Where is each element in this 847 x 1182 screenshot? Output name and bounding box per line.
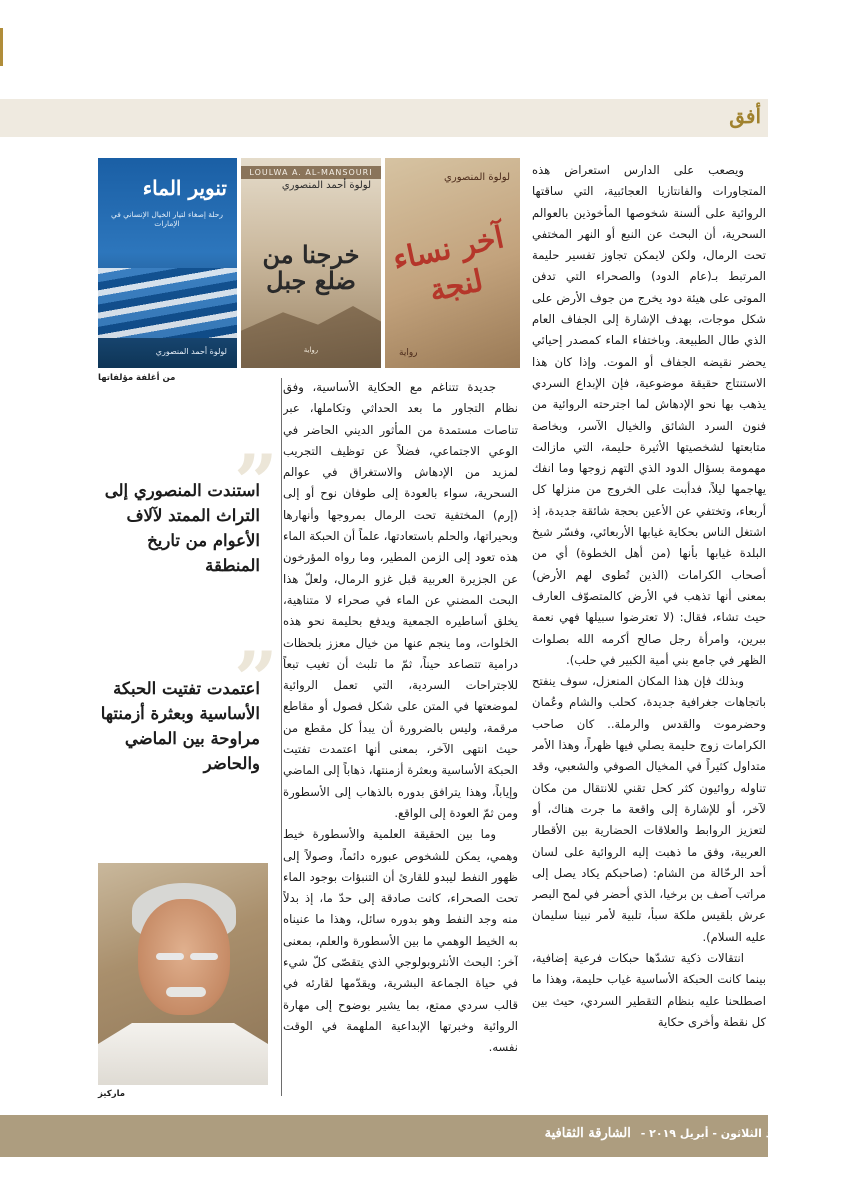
cover-footer: رواية bbox=[303, 346, 319, 354]
quote-mark-icon: ” bbox=[234, 635, 278, 724]
pull-quote: استندت المنصوري إلى التراث الممتد لآلاف الأعوام من تاريخ المنطقة bbox=[104, 481, 260, 575]
book-cover-tanwir-al-maa bbox=[98, 158, 237, 368]
cover-author: لولوة أحمد المنصوري bbox=[281, 180, 371, 191]
cover-wave-art bbox=[98, 268, 237, 338]
article-paragraph: ويصعب على الدارس استعراض هذه المتجاورات والفانتازيا العجائبية، التي ساقتها الروائية على ألسنة شخوصها المأخوذين بالعوالم السحرية، أن البحث عن النبع أو النهر المختفي تحت الرمال، ولكن لايمكن تجاوز تفسير حليمة المرتبط بـ(عام الدود) والصحراء التي تدفن الموتى على هيئة دود يخرج من جوف الأرض على شكل موجات، بهدف الإشارة إلى الجفاف العام الذي طال الطبيعة. وباختفاء الماء كمصدر إحيائي يحضر نقيضه الجفاف أو الموت. وإذا كان هذا الاستنتاج حقيقة موضوعية، فإن الإبداع السردي يذهب بها نحو الإدهاش لما اجترحته الروائية من فنون السرد الشائق والخيال الآسر، وبخاصة متابعتها لشخصيتها الأثيرة حليمة، التي مازالت مهمومة بسؤال الدود الذي التهم زوجها وما انفك يهاجمها ليلاً، فدأبت على الخروج من منزلها كل أربعاء، وتختفي عن الأعين بحجة شائقة جديدة، إذ اشتغل الناس بحكاية غيابها الأربعائي، وفسّر شيخ البلدة غيابها بأنها (من أهل الخطوة) أي من أصحاب الكرامات (الذين تُطوى لهم الأرض) بمعنى أنها تذهب في الأرض كالمتصوّف العارف حيث تشاء، فقال: (لا تعترضوا سبيلها فهي نعمة ببرين، وامرأة رجل صالح أكرمه الله بصلوات الظهر في جامع بني أمية الكبير في حلب). bbox=[532, 163, 766, 667]
cover-title: خرجنا من ضلع جبل bbox=[262, 240, 360, 295]
marquez-portrait bbox=[98, 863, 268, 1085]
book-cover-kharajna bbox=[241, 158, 381, 368]
page-footer bbox=[539, 1126, 817, 1141]
cover-footer: رواية bbox=[399, 348, 418, 358]
column-divider bbox=[281, 378, 282, 1096]
article-paragraph: جديدة تتناغم مع الحكاية الأساسية، وفق نظام التجاور ما بعد الحداثي وتكاملها، عبر تناصات مستمدة من المأثور الديني الحاضر في الوعي الاجتماعي، فضلاً عن توظيف التجريب لمزيد من الإدهاش والاستغراق في عوالم السحرية، سواء بالعودة إلى طوفان نوح أو إلى (إرم) المختفية تحت الرمال بمروجها وأنهارها وبحيراتها، والحلم باستعادتها، علماً أن الحبكة الماء هذه تعود إلى الزمن المطير، وما رواه المؤرخون عن الجزيرة العربية قبل غزو الرمال، ولعلّ هذا البحث المضني عن الماء في صحراء لا متناهية، يخلق أساطيره الجمعية ويدفع بحليمة نحو هذه الخلوات، وما ينجم عنها من خيال معزز بلحظات درامية تتصاعد حيناً، ثمّ ما تلبث أن تغيب تبعاً للاجتراحات السردية، التي تعمل الروائية لموضعتها في المتن على شكل فصول أو مقاطع مرقمة، وليس بالضرورة أن يبدأ كل مقطع من حيث انتهى الآخر، بمعنى أنها اعتمدت تفتيت الحبكة الأساسية وبعثرة أزمنتها، ذهاباً إلى الماضي وإياباً، وهذا يترافق بدوره بالذهاب إلى الأسطورة ومن ثمّ العودة إلى الواقع. bbox=[283, 380, 518, 820]
section-title: أفق bbox=[729, 104, 761, 128]
article-column-right bbox=[532, 160, 766, 1095]
page-number: 86 bbox=[801, 1127, 817, 1140]
book-cover-akhir-nisa-lanja bbox=[385, 158, 520, 368]
cover-title: تنوير الماء bbox=[142, 176, 227, 200]
cover-latin-author: LOULWA A. AL-MANSOURI bbox=[241, 166, 381, 179]
photo-caption: ماركيز bbox=[98, 1089, 126, 1099]
cover-author: لولوة أحمد المنصوري bbox=[155, 347, 227, 356]
cover-mountain-art bbox=[241, 306, 381, 368]
cover-subtitle: رحلة إصغاء لتيار الخيال الإنساني في الإمارات bbox=[110, 210, 224, 228]
section-header-band bbox=[0, 99, 768, 137]
article-paragraph: وبذلك فإن هذا المكان المنعزل، سوف ينفتح باتجاهات جغرافية جديدة، كحلب والشام وعُمان وحضرموت والقدس والرملة.. كان صاحب الكرامات زوج حليمة يصلي فيها ظهراً، وهذا الأمر متداول كثيراً في المخيال الصوفي والشعبي، وقد تناوله روائيون كثر كحل تقني للانتقال من مكان لآخر، أو للإشارة إلى واقعة ما جرت هناك، أو لتعزيز الروابط والعلاقات الحضارية بين الأقطار العربية، وفق ما ذهبت إليه الروائية على لسان أحد الرحّالة من الشام: (صاحبكم يكاد يصل إلى مراتب آصف بن برخيا، الذي أحضر في لمح البصر عرش بلقيس ملكة سبأ، تلبية لأمر نبينا سليمان عليه السلام). bbox=[532, 674, 766, 944]
article-column-middle bbox=[283, 377, 518, 1095]
magazine-name: الشارقة الثقافية bbox=[544, 1126, 631, 1141]
cover-title: آخر نساء لنجة bbox=[389, 220, 507, 309]
covers-caption: من أغلفة مؤلفاتها bbox=[98, 373, 176, 383]
pull-quote: اعتمدت تفتيت الحبكة الأساسية وبعثرة أزمنتها مراوحة بين الماضي والحاضر bbox=[100, 679, 260, 773]
page-edge-mark bbox=[0, 28, 3, 66]
article-paragraph: وما بين الحقيقة العلمية والأسطورة خيط وهمي، يمكن للشخوص عبوره دائماً، وصولاً إلى ظهور النفط ليبدو للقارئ أن التنبؤات بوجود الماء تحت الصحراء، كانت صادقة إلى حدّ ما، إذ بدلاً منه وجد النفط وهو بدوره سائل، وهذا ما عنيناه به الخيط الوهمي ما بين الأسطورة والعلم، بمعنى آخر: البحث الأنثروبولوجي الذي يتقصّى كلّ شيء في حياة الجماعة البشرية، ويقدّمها لقارئه في قالب سردي ممتع، بما يشير بوضوح إلى مهارة الروائية وخبرتها الإبداعية الملهمة في الوقت نفسه. bbox=[283, 827, 518, 1055]
quote-mark-icon: ” bbox=[234, 438, 278, 527]
issue-info: العدد الثلاثون - أبريل ٢٠١٩ - bbox=[640, 1127, 792, 1140]
article-paragraph: انتقالات ذكية تشدّها حبكات فرعية إضافية، بينما كانت الحبكة الأساسية غياب حليمة، وهذا ما اصطلحنا عليه بنظام التقطير السردي، حيث بين كل نقطة وأخرى حكاية bbox=[532, 950, 766, 1029]
cover-author: لولوة المنصوري bbox=[444, 172, 510, 183]
